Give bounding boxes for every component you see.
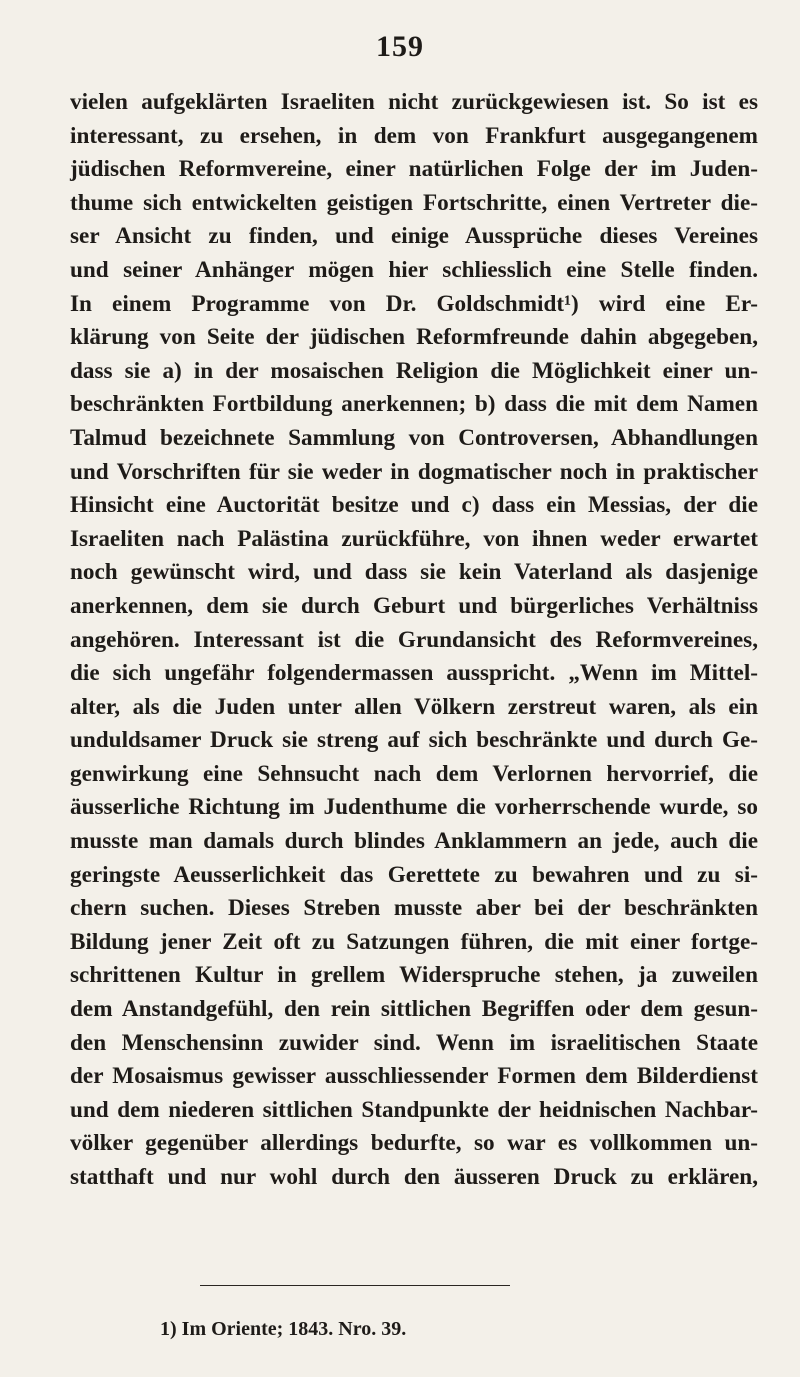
footnote-divider: [200, 1285, 510, 1286]
text-line: genwirkung eine Sehnsucht nach dem Verlornen hervorrief, die: [70, 760, 758, 787]
text-line: vielen aufgeklärten Israeliten nicht zurückgewiesen ist. So ist es: [70, 89, 758, 115]
text-line: schrittenen Kultur in grellem Widerspruche stehen, ja zuweilen: [70, 962, 758, 989]
text-line: äusserliche Richtung im Judenthume die vorherrschende wurde, so: [70, 794, 758, 821]
text-line: Hinsicht eine Auctorität besitze und c) dass ein Messias, der die: [70, 492, 758, 519]
text-line: und Vorschriften für sie weder in dogmatischer noch in praktischer: [70, 458, 758, 485]
text-line: noch gewünscht wird, und dass sie kein Vaterland als dasjenige: [70, 559, 758, 586]
text-line: klärung von Seite der jüdischen Reformfreunde dahin abgegeben,: [70, 324, 758, 351]
text-line: alter, als die Juden unter allen Völkern zerstreut waren, als ein: [70, 693, 758, 720]
text-line: geringste Aeusserlichkeit das Gerettete zu bewahren und zu si-: [70, 861, 758, 888]
text-line: unduldsamer Druck sie streng auf sich beschränkte und durch Ge-: [70, 727, 758, 754]
text-line: jüdischen Reformvereine, einer natürlichen Folge der im Juden-: [70, 156, 758, 183]
body-text: [70, 86, 758, 1195]
text-line: Bildung jener Zeit oft zu Satzungen führen, die mit einer fortge-: [70, 928, 758, 955]
text-line: angehören. Interessant ist die Grundansicht des Reformvereines,: [70, 626, 758, 653]
text-line: interessant, zu ersehen, in dem von Frankfurt ausgegangenem: [70, 122, 758, 149]
text-line: Israeliten nach Palästina zurückführe, von ihnen weder erwartet: [70, 525, 758, 552]
text-line: In einem Programme von Dr. Goldschmidt¹) wird eine Er-: [70, 290, 758, 317]
text-line: statthaft und nur wohl durch den äusseren Druck zu erklären,: [70, 1164, 758, 1190]
text-line: musste man damals durch blindes Anklammern an jede, auch die: [70, 828, 758, 855]
text-line: der Mosaismus gewisser ausschliessender Formen dem Bilderdienst: [70, 1063, 758, 1090]
text-line: den Menschensinn zuwider sind. Wenn im israelitischen Staate: [70, 1029, 758, 1056]
text-line: thume sich entwickelten geistigen Fortschritte, einen Vertreter die-: [70, 189, 758, 216]
text-line: die sich ungefähr folgendermassen ausspricht. „Wenn im Mittel-: [70, 660, 758, 687]
text-line: Talmud bezeichnete Sammlung von Controversen, Abhandlungen: [70, 424, 758, 451]
text-line: und dem niederen sittlichen Standpunkte der heidnischen Nachbar-: [70, 1096, 758, 1123]
page-number: 159: [376, 30, 424, 63]
footnote: 1) Im Oriente; 1843. Nro. 39.: [160, 1318, 407, 1340]
text-line: völker gegenüber allerdings bedurfte, so war es vollkommen un-: [70, 1130, 758, 1157]
text-line: beschränkten Fortbildung anerkennen; b) dass die mit dem Namen: [70, 391, 758, 418]
text-line: dem Anstandgefühl, den rein sittlichen Begriffen oder dem gesun-: [70, 996, 758, 1023]
text-line: chern suchen. Dieses Streben musste aber bei der beschränkten: [70, 895, 758, 922]
text-line: und seiner Anhänger mögen hier schliesslich eine Stelle finden.: [70, 256, 758, 283]
text-line: dass sie a) in der mosaischen Religion die Möglichkeit einer un-: [70, 357, 758, 384]
text-line: anerkennen, dem sie durch Geburt und bürgerliches Verhältniss: [70, 592, 758, 619]
text-line: ser Ansicht zu finden, und einige Aussprüche dieses Vereines: [70, 223, 758, 250]
